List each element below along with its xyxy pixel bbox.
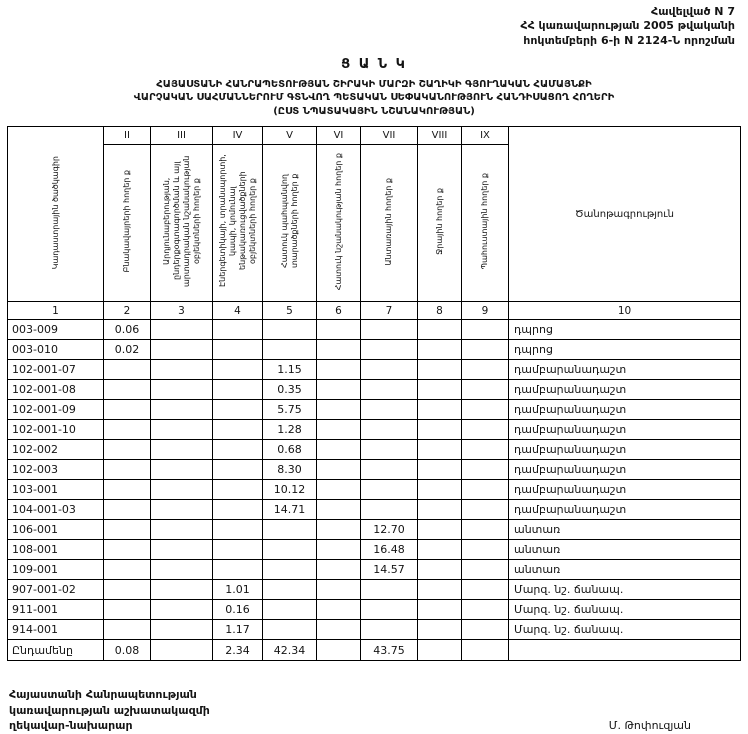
value-cell-col-8	[418, 640, 462, 661]
value-cell-col-2	[104, 600, 151, 620]
table-row	[8, 460, 741, 480]
note-cell: դամբարանադաշտ	[509, 440, 741, 460]
value-cell-col-5	[263, 600, 317, 620]
value-cell-col-6	[317, 640, 361, 661]
value-cell-col-8	[418, 440, 462, 460]
value-cell-col-9	[462, 540, 509, 560]
value-cell-col-6	[317, 460, 361, 480]
value-cell-col-3	[151, 560, 213, 580]
value-cell-col-4	[213, 520, 263, 540]
note-cell: դամբարանադաշտ	[509, 460, 741, 480]
value-cell-col-7	[361, 480, 418, 500]
value-cell-col-2	[104, 560, 151, 580]
value-cell-col-6	[317, 560, 361, 580]
value-cell-col-9	[462, 320, 509, 340]
value-cell-col-9	[462, 580, 509, 600]
value-cell-col-5: 1.15	[263, 360, 317, 380]
value-cell-col-9	[462, 420, 509, 440]
value-cell-col-8	[418, 400, 462, 420]
col-header-note: Ծանոթագրություն	[509, 127, 741, 302]
value-cell-col-3	[151, 460, 213, 480]
value-cell-col-5: 8.30	[263, 460, 317, 480]
table-row	[8, 320, 741, 340]
col-number-1: 1	[8, 302, 104, 320]
note-cell: անտառ	[509, 560, 741, 580]
value-cell-col-7	[361, 340, 418, 360]
roman-col-7: VII	[361, 127, 418, 145]
roman-col-5: V	[263, 127, 317, 145]
cadastral-code-cell: 102-003	[8, 460, 104, 480]
table-row	[8, 380, 741, 400]
value-cell-col-4	[213, 480, 263, 500]
col-header-water-lands: Ջրային հողեր ք	[418, 145, 462, 302]
cadastral-code-cell: 102-001-09	[8, 400, 104, 420]
col-number-3: 3	[151, 302, 213, 320]
value-cell-col-8	[418, 600, 462, 620]
value-cell-col-5: 10.12	[263, 480, 317, 500]
signatory-title-block	[9, 687, 210, 733]
value-cell-col-3	[151, 640, 213, 661]
value-cell-col-2	[104, 460, 151, 480]
col-header-cadastral-code	[8, 127, 104, 302]
value-cell-col-2: 0.02	[104, 340, 151, 360]
table-row	[8, 340, 741, 360]
note-cell: անտառ	[509, 520, 741, 540]
note-cell: Մարզ. նշ. ճանապ.	[509, 580, 741, 600]
note-cell: դամբարանադաշտ	[509, 400, 741, 420]
roman-col-8: VIII	[418, 127, 462, 145]
value-cell-col-5: 5.75	[263, 400, 317, 420]
value-cell-col-2: 0.08	[104, 640, 151, 661]
value-cell-col-9	[462, 460, 509, 480]
column-number-row	[8, 302, 741, 320]
value-cell-col-7: 43.75	[361, 640, 418, 661]
value-cell-col-6	[317, 540, 361, 560]
value-cell-col-8	[418, 340, 462, 360]
value-cell-col-9	[462, 380, 509, 400]
value-cell-col-5: 1.28	[263, 420, 317, 440]
col-number-10: 10	[509, 302, 741, 320]
value-cell-col-3	[151, 380, 213, 400]
signatory-line-1: Հայաստանի Հանրապետության	[9, 688, 197, 702]
total-label: Ընդամենը	[8, 640, 104, 661]
value-cell-col-7: 16.48	[361, 540, 418, 560]
table-row	[8, 580, 741, 600]
value-cell-col-2	[104, 580, 151, 600]
value-cell-col-3	[151, 360, 213, 380]
cadastral-code-cell: 102-001-07	[8, 360, 104, 380]
annex-block	[7, 5, 741, 48]
col-header-special-purpose-lands: Հատուկ նշանակության հողեր ք	[317, 145, 361, 302]
note-cell: դամբարանադաշտ	[509, 380, 741, 400]
value-cell-col-5	[263, 540, 317, 560]
value-cell-col-8	[418, 500, 462, 520]
table-row	[8, 620, 741, 640]
value-cell-col-2	[104, 540, 151, 560]
land-table	[7, 126, 741, 661]
cadastral-code-cell: 907-001-02	[8, 580, 104, 600]
value-cell-col-8	[418, 460, 462, 480]
value-cell-col-5: 42.34	[263, 640, 317, 661]
value-cell-col-7	[361, 380, 418, 400]
value-cell-col-5	[263, 340, 317, 360]
cadastral-code-cell: 911-001	[8, 600, 104, 620]
value-cell-col-3	[151, 580, 213, 600]
cadastral-code-cell: 104-001-03	[8, 500, 104, 520]
value-cell-col-5: 0.68	[263, 440, 317, 460]
value-cell-col-8	[418, 540, 462, 560]
value-cell-col-7	[361, 580, 418, 600]
value-cell-col-5	[263, 560, 317, 580]
table-row	[8, 360, 741, 380]
footer	[7, 687, 741, 733]
value-cell-col-7	[361, 420, 418, 440]
value-cell-col-8	[418, 380, 462, 400]
value-cell-col-4	[213, 400, 263, 420]
value-cell-col-4: 1.01	[213, 580, 263, 600]
total-row	[8, 640, 741, 661]
note-cell: Մարզ. նշ. ճանապ.	[509, 620, 741, 640]
cadastral-code-cell: 003-009	[8, 320, 104, 340]
value-cell-col-3	[151, 440, 213, 460]
value-cell-col-4: 2.34	[213, 640, 263, 661]
value-cell-col-4	[213, 420, 263, 440]
value-cell-col-7	[361, 320, 418, 340]
value-cell-col-9	[462, 620, 509, 640]
roman-numeral-row	[8, 127, 741, 145]
value-cell-col-9	[462, 340, 509, 360]
value-cell-col-4	[213, 380, 263, 400]
value-cell-col-4	[213, 440, 263, 460]
table-row	[8, 560, 741, 580]
col-number-5: 5	[263, 302, 317, 320]
value-cell-col-4	[213, 460, 263, 480]
value-cell-col-3	[151, 340, 213, 360]
value-cell-col-9	[462, 400, 509, 420]
title-line-2: ՎԱՐՉԱԿԱՆ ՍԱՀՄԱՆՆԵՐՈՒՄ ԳՏՆՎՈՂ ՊԵՏԱԿԱՆ ՍԵՓԱԿԱՆՈՒԹՅՈՒՆ ՀԱՆԴԻՍԱՑՈՂ ՀՈՂԵՐԻ	[133, 92, 615, 104]
value-cell-col-7	[361, 460, 418, 480]
value-cell-col-4: 1.17	[213, 620, 263, 640]
col-header-forest-lands: Անտառային հողեր ք	[361, 145, 418, 302]
value-cell-col-2	[104, 500, 151, 520]
value-cell-col-2	[104, 520, 151, 540]
value-cell-col-6	[317, 620, 361, 640]
annex-number: Հավելված N 7	[651, 5, 735, 18]
value-cell-col-7: 14.57	[361, 560, 418, 580]
value-cell-col-3	[151, 600, 213, 620]
col-header-reserve-lands: Պահուստային հողեր ք	[462, 145, 509, 302]
col-header-industrial-lands: Արդյունաբերության, ընդերքօգտագործման և այլ արտադրական նշանակության օբյեկտների հողեր ք	[151, 145, 213, 302]
value-cell-col-7	[361, 620, 418, 640]
signatory-line-2: կառավարության աշխատակազմի	[9, 703, 210, 717]
value-cell-col-7	[361, 400, 418, 420]
cadastral-code-cell: 102-001-10	[8, 420, 104, 440]
table-row	[8, 600, 741, 620]
table-row	[8, 520, 741, 540]
col-header-settlement-lands: Բնակավայրերի հողեր ք	[104, 145, 151, 302]
value-cell-col-6	[317, 600, 361, 620]
value-cell-col-6	[317, 440, 361, 460]
value-cell-col-3	[151, 320, 213, 340]
value-cell-col-2	[104, 620, 151, 640]
value-cell-col-3	[151, 500, 213, 520]
roman-col-4: IV	[213, 127, 263, 145]
cadastral-code-cell: 914-001	[8, 620, 104, 640]
cadastral-code-cell: 102-001-08	[8, 380, 104, 400]
value-cell-col-4	[213, 340, 263, 360]
value-cell-col-5	[263, 520, 317, 540]
value-cell-col-6	[317, 480, 361, 500]
value-cell-col-5: 14.71	[263, 500, 317, 520]
note-cell: դպրոց	[509, 320, 741, 340]
value-cell-col-6	[317, 500, 361, 520]
value-cell-col-6	[317, 400, 361, 420]
col-number-8: 8	[418, 302, 462, 320]
document-title	[7, 78, 741, 119]
value-cell-col-2	[104, 480, 151, 500]
col-header-protected-lands: Հատուկ պահպանվող տարածքների հողեր ք	[263, 145, 317, 302]
table-row	[8, 500, 741, 520]
col-number-2: 2	[104, 302, 151, 320]
value-cell-col-2	[104, 400, 151, 420]
cadastral-code-cell: 109-001	[8, 560, 104, 580]
cadastral-code-cell: 108-001	[8, 540, 104, 560]
value-cell-col-8	[418, 580, 462, 600]
roman-col-6: VI	[317, 127, 361, 145]
table-row	[8, 420, 741, 440]
annex-decision-line: հոկտեմբերի 6-ի N 2124-Ն որոշման	[523, 33, 735, 47]
note-cell: դամբարանադաշտ	[509, 360, 741, 380]
roman-col-2: II	[104, 127, 151, 145]
value-cell-col-9	[462, 500, 509, 520]
note-cell: դամբարանադաշտ	[509, 420, 741, 440]
value-cell-col-6	[317, 360, 361, 380]
value-cell-col-7	[361, 500, 418, 520]
col-number-9: 9	[462, 302, 509, 320]
value-cell-col-4	[213, 500, 263, 520]
cadastral-code-cell: 003-010	[8, 340, 104, 360]
value-cell-col-7	[361, 440, 418, 460]
value-cell-col-4	[213, 540, 263, 560]
cadastral-code-cell: 106-001	[8, 520, 104, 540]
col-number-4: 4	[213, 302, 263, 320]
value-cell-col-9	[462, 560, 509, 580]
value-cell-col-8	[418, 560, 462, 580]
value-cell-col-8	[418, 360, 462, 380]
value-cell-col-4	[213, 320, 263, 340]
note-cell: դպրոց	[509, 340, 741, 360]
value-cell-col-6	[317, 580, 361, 600]
value-cell-col-6	[317, 380, 361, 400]
value-cell-col-5	[263, 320, 317, 340]
note-cell: անտառ	[509, 540, 741, 560]
value-cell-col-5	[263, 580, 317, 600]
value-cell-col-8	[418, 620, 462, 640]
title-line-1: ՀԱՅԱՍՏԱՆԻ ՀԱՆՐԱՊԵՏՈՒԹՅԱՆ ՇԻՐԱԿԻ ՄԱՐԶԻ ՇԱՂԻԿԻ ԳՅՈՒՂԱԿԱՆ ՀԱՄԱՅՆՔԻ	[156, 78, 592, 90]
col-number-6: 6	[317, 302, 361, 320]
value-cell-col-9	[462, 480, 509, 500]
value-cell-col-6	[317, 320, 361, 340]
value-cell-col-6	[317, 520, 361, 540]
cadastral-code-cell: 103-001	[8, 480, 104, 500]
value-cell-col-3	[151, 620, 213, 640]
note-cell: դամբարանադաշտ	[509, 500, 741, 520]
roman-col-3: III	[151, 127, 213, 145]
value-cell-col-8	[418, 320, 462, 340]
value-cell-col-2	[104, 440, 151, 460]
table-body	[8, 320, 741, 661]
value-cell-col-3	[151, 480, 213, 500]
table-row	[8, 400, 741, 420]
value-cell-col-8	[418, 520, 462, 540]
value-cell-col-9	[462, 360, 509, 380]
value-cell-col-8	[418, 480, 462, 500]
value-cell-col-2	[104, 380, 151, 400]
signatory-name: Մ. Թոփուզյան	[608, 718, 691, 732]
value-cell-col-7	[361, 600, 418, 620]
value-cell-col-4	[213, 360, 263, 380]
value-cell-col-9	[462, 600, 509, 620]
col-number-7: 7	[361, 302, 418, 320]
note-cell: Մարզ. նշ. ճանապ.	[509, 600, 741, 620]
value-cell-col-3	[151, 540, 213, 560]
note-cell	[509, 640, 741, 661]
value-cell-col-8	[418, 420, 462, 440]
value-cell-col-5	[263, 620, 317, 640]
value-cell-col-9	[462, 640, 509, 661]
value-cell-col-5: 0.35	[263, 380, 317, 400]
value-cell-col-4	[213, 560, 263, 580]
roman-col-9: IX	[462, 127, 509, 145]
value-cell-col-2	[104, 360, 151, 380]
cadastral-code-cell: 102-002	[8, 440, 104, 460]
value-cell-col-2	[104, 420, 151, 440]
value-cell-col-3	[151, 400, 213, 420]
col-header-infrastructure-lands: Էներգետիկայի, տրանսպորտի, կապի, կոմունալ ենթակառուցվածքների օբյեկտների հողեր ք	[213, 145, 263, 302]
value-cell-col-3	[151, 420, 213, 440]
table-row	[8, 440, 741, 460]
note-cell: դամբարանադաշտ	[509, 480, 741, 500]
title-line-3: (ԸՍՏ ՆՊԱՏԱԿԱՅԻՆ ՆՇԱՆԱԿՈՒԹՅԱՆ)	[273, 105, 475, 117]
table-row	[8, 540, 741, 560]
value-cell-col-9	[462, 520, 509, 540]
col-header-cadastral-code-text: Կադաստրային ծածկագիր	[50, 155, 60, 270]
signatory-line-3: ղեկավար-նախարար	[9, 719, 133, 733]
annex-gov-line: ՀՀ կառավարության 2005 թվականի	[520, 19, 735, 33]
value-cell-col-4: 0.16	[213, 600, 263, 620]
value-cell-col-3	[151, 520, 213, 540]
doc-type-heading: Ց Ա Ն Կ	[341, 56, 407, 72]
value-cell-col-2: 0.06	[104, 320, 151, 340]
value-cell-col-9	[462, 440, 509, 460]
value-cell-col-6	[317, 340, 361, 360]
value-cell-col-7	[361, 360, 418, 380]
value-cell-col-6	[317, 420, 361, 440]
table-row	[8, 480, 741, 500]
value-cell-col-7: 12.70	[361, 520, 418, 540]
